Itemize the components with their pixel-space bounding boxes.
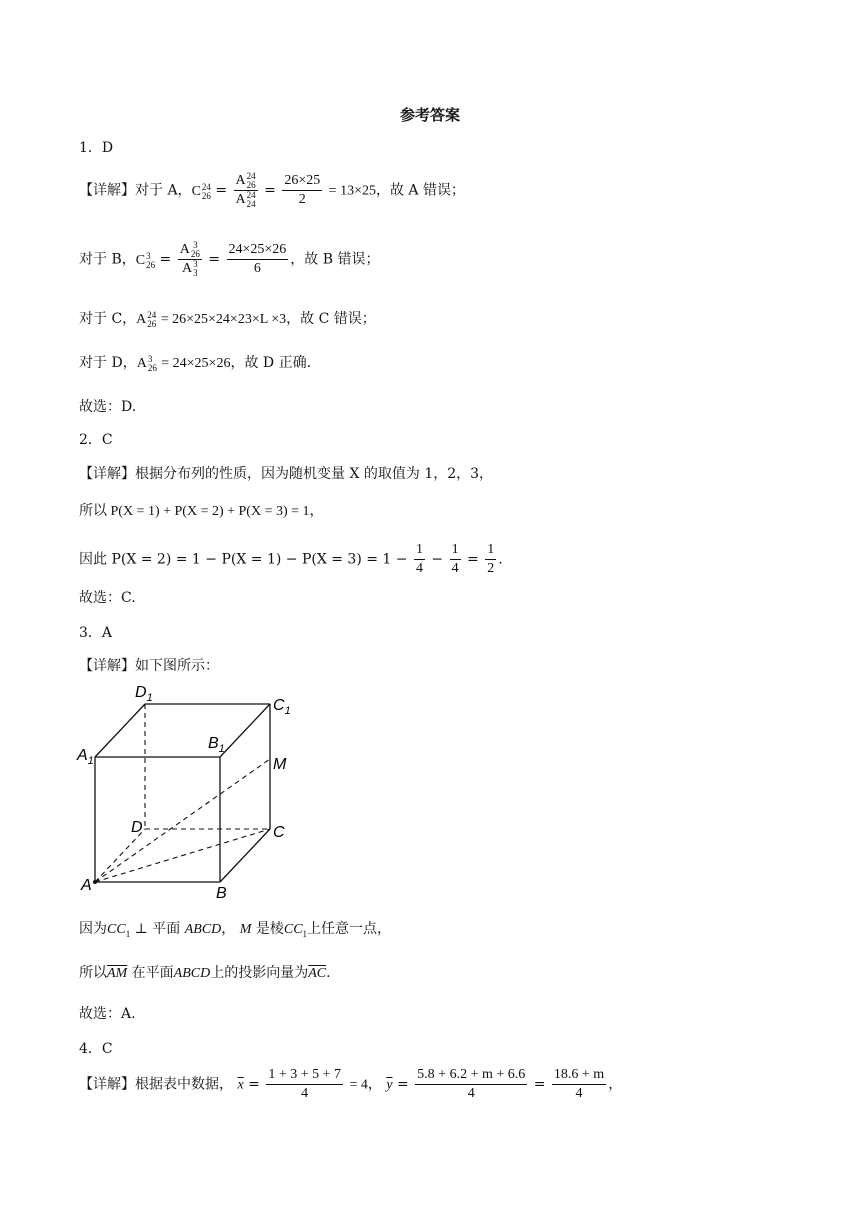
q4-number: 4．C xyxy=(79,1041,113,1057)
q1-line-c: 对于 C，A 24 26 = 26×25×24×23×L ×3，故 C 错误； xyxy=(79,309,376,329)
q1-number: 1．D xyxy=(79,140,114,156)
q1-line-b: 对于 B，C 3 26 = A 3 26 A 3 3 = $\frac{24\times 25\times 26}{6}$ ，故 B 错误； xyxy=(79,240,380,279)
label-B1: $B_1$ xyxy=(208,735,225,755)
label-B: B xyxy=(216,885,227,902)
label-D: D xyxy=(131,819,143,836)
label-A1: $A_1$ xyxy=(77,747,94,767)
q4-line-1: 【详解】根据表中数据， $\overline{x}$ = $\frac{1 + 3 + 5 + 7}{4}$ = 4， $\overline{y}$ = $\frac{5.8 + 6.2 + m + 6.6}{4}$ = $\frac{18.6 + m}{4}$ ， xyxy=(79,1067,623,1101)
q3-line-3: 所以$\overline{AM}$ 在平面ABCD上的投影向量为$\overline{AC}$. xyxy=(79,965,331,981)
q3-answer: 故选：A. xyxy=(79,1006,136,1022)
q2-number: 2．C xyxy=(79,432,113,448)
q3-number: 3．A xyxy=(79,625,113,641)
label-A: A xyxy=(81,877,92,894)
q3-line-2: 因为$CC_1$ ⊥ 平面 ABCD， M 是棱$CC_1$上任意一点， xyxy=(79,921,392,939)
q1-line-a: 【详解】对于 A，C 24 26 = A 24 26 A 24 24 = $\frac{26\times 25}{2}$ = 13×25，故 A 错误； xyxy=(79,171,465,210)
q2-line-1: 【详解】根据分布列的性质，因为随机变量 X 的取值为 1，2，3， xyxy=(79,466,494,482)
label-C1: $C_1$ xyxy=(273,697,291,717)
q1-answer: 故选：D. xyxy=(79,399,137,415)
page-title: 参考答案 xyxy=(399,106,460,124)
label-M: M xyxy=(273,756,287,773)
q2-line-2: 所以 P(X = 1) + P(X = 2) + P(X = 3) = 1， xyxy=(79,504,324,519)
q2-line-3: 因此 P(X = 2) = 1 − P(X = 1) − P(X = 3) = 1 − $\frac{1}{4}$ − $\frac{1}{4}$ = $\frac{1}{2}$ . xyxy=(79,542,503,576)
q1-line-d: 对于 D，A 3 26 = 24×25×26，故 D 正确. xyxy=(79,353,312,373)
label-D1: $D_1$ xyxy=(135,684,153,704)
q2-answer: 故选：C. xyxy=(79,590,136,606)
label-C: C xyxy=(273,824,285,841)
q3-line-1: 【详解】如下图所示： xyxy=(79,658,219,674)
cube-figure xyxy=(75,680,305,902)
